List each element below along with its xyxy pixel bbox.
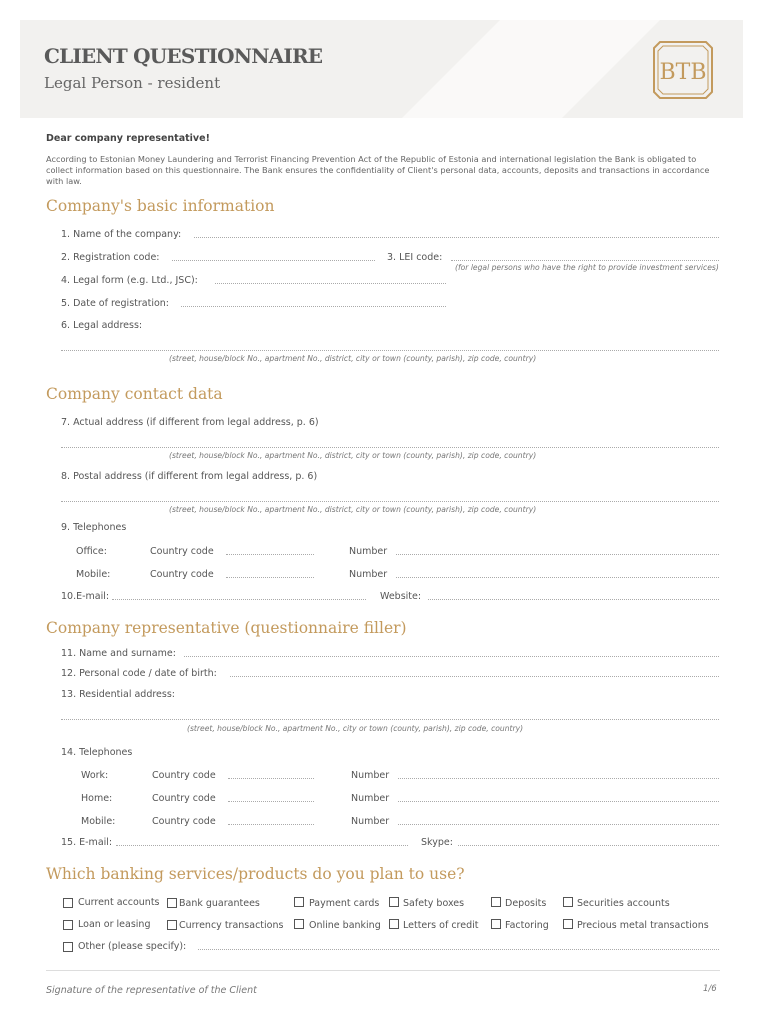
lei-code-label: 3. LEI code:	[387, 252, 443, 263]
page-title: CLIENT QUESTIONNAIRE	[44, 44, 323, 68]
skype-field[interactable]	[458, 845, 719, 846]
rep-email-label: 15. E-mail:	[61, 837, 113, 848]
rep-telephones-label: 14. Telephones	[61, 747, 133, 758]
header-stripe	[340, 20, 700, 118]
svg-text:BTB: BTB	[659, 60, 707, 85]
label-currency-transactions: Currency transactions	[179, 920, 284, 931]
footer-divider	[46, 970, 720, 971]
email-label: 10.E-mail:	[61, 591, 110, 602]
postal-address-label: 8. Postal address (if different from legal address, p. 6)	[61, 471, 318, 482]
work-country-code-field[interactable]	[228, 778, 314, 779]
home-country-code-label: Country code	[152, 793, 216, 804]
telephones-label: 9. Telephones	[61, 522, 127, 533]
header-band	[20, 20, 743, 118]
label-payment-cards: Payment cards	[309, 898, 380, 909]
registration-code-label: 2. Registration code:	[61, 252, 160, 263]
company-name-label: 1. Name of the company:	[61, 229, 182, 240]
home-number-label: Number	[351, 793, 390, 804]
home-label: Home:	[81, 793, 113, 804]
section-basic-heading: Company's basic information	[46, 197, 275, 215]
rep-name-field[interactable]	[184, 656, 719, 657]
work-label: Work:	[81, 770, 109, 781]
checkbox-factoring[interactable]	[491, 919, 501, 929]
checkbox-bank-guarantees[interactable]	[167, 898, 177, 908]
checkbox-letters-of-credit[interactable]	[389, 919, 399, 929]
section-contact-heading: Company contact data	[46, 385, 223, 403]
bank-logo	[652, 40, 714, 100]
checkbox-currency-transactions[interactable]	[167, 920, 177, 930]
mobile-country-code-label: Country code	[150, 569, 214, 580]
section-representative-heading: Company representative (questionnaire filler)	[46, 619, 407, 637]
checkbox-other[interactable]	[63, 942, 73, 952]
rep-mobile-country-code-label: Country code	[152, 816, 216, 827]
company-name-field[interactable]	[194, 237, 719, 238]
signature-label: Signature of the representative of the Client	[46, 985, 257, 996]
intro-text: According to Estonian Money Laundering and Terrorist Financing Prevention Act of the Republic of Estonia and international legislation the Bank is obligated to collect information based on this questionnaire. The Bank ensures the confidentiality of Client's personal data, accounts, deposits and transactions in accordance with law.	[46, 154, 710, 186]
legal-address-label: 6. Legal address:	[61, 320, 143, 331]
rep-mobile-number-field[interactable]	[398, 824, 719, 825]
office-number-field[interactable]	[396, 554, 719, 555]
label-letters-of-credit: Letters of credit	[403, 920, 479, 931]
actual-address-note: (street, house/block No., apartment No., district, city or town (county, parish), zip code, country)	[169, 451, 537, 460]
checkbox-payment-cards[interactable]	[294, 897, 304, 907]
postal-address-note: (street, house/block No., apartment No., district, city or town (county, parish), zip code, country)	[169, 505, 537, 514]
page-number: 1/6	[703, 984, 717, 994]
checkbox-current-accounts[interactable]	[63, 898, 73, 908]
checkbox-securities-accounts[interactable]	[563, 897, 573, 907]
rep-address-label: 13. Residential address:	[61, 689, 175, 700]
checkbox-precious-metal-transactions[interactable]	[563, 919, 573, 929]
checkbox-deposits[interactable]	[491, 897, 501, 907]
registration-code-field[interactable]	[172, 260, 375, 261]
legal-address-field[interactable]	[61, 350, 719, 351]
registration-date-label: 5. Date of registration:	[61, 298, 169, 309]
mobile-label: Mobile:	[76, 569, 111, 580]
office-country-code-label: Country code	[150, 546, 214, 557]
greeting: Dear company representative!	[46, 133, 210, 144]
rep-personal-code-label: 12. Personal code / date of birth:	[61, 668, 217, 679]
rep-address-note: (street, house/block No., apartment No., city or town (county, parish), zip code, country)	[187, 724, 524, 733]
work-number-field[interactable]	[398, 778, 719, 779]
rep-mobile-number-label: Number	[351, 816, 390, 827]
checkbox-online-banking[interactable]	[294, 919, 304, 929]
rep-name-label: 11. Name and surname:	[61, 648, 176, 659]
work-number-label: Number	[351, 770, 390, 781]
rep-mobile-label: Mobile:	[81, 816, 116, 827]
home-number-field[interactable]	[398, 801, 719, 802]
actual-address-field[interactable]	[61, 447, 719, 448]
checkbox-loan-or-leasing[interactable]	[63, 920, 73, 930]
label-bank-guarantees: Bank guarantees	[179, 898, 260, 909]
label-deposits: Deposits	[505, 898, 547, 909]
website-label: Website:	[380, 591, 422, 602]
rep-address-field[interactable]	[61, 719, 719, 720]
email-field[interactable]	[112, 599, 366, 600]
rep-email-field[interactable]	[116, 845, 408, 846]
office-label: Office:	[76, 546, 107, 557]
rep-mobile-country-code-field[interactable]	[228, 824, 314, 825]
label-loan-or-leasing: Loan or leasing	[78, 919, 151, 930]
office-country-code-field[interactable]	[226, 554, 314, 555]
mobile-country-code-field[interactable]	[226, 577, 314, 578]
label-precious-metal-transactions: Precious metal transactions	[577, 920, 709, 931]
label-current-accounts: Current accounts	[78, 897, 160, 908]
lei-code-field[interactable]	[451, 260, 719, 261]
mobile-number-field[interactable]	[396, 577, 719, 578]
checkbox-safety-boxes[interactable]	[389, 897, 399, 907]
mobile-number-label: Number	[349, 569, 388, 580]
lei-code-note: (for legal persons who have the right to provide investment services)	[455, 263, 719, 272]
actual-address-label: 7. Actual address (if different from legal address, p. 6)	[61, 417, 319, 428]
website-field[interactable]	[428, 599, 719, 600]
rep-personal-code-field[interactable]	[230, 676, 719, 677]
page-subtitle: Legal Person - resident	[44, 74, 221, 92]
section-services-heading: Which banking services/products do you plan to use?	[46, 865, 465, 883]
label-other: Other (please specify):	[78, 941, 187, 952]
registration-date-field[interactable]	[181, 306, 446, 307]
label-securities-accounts: Securities accounts	[577, 898, 670, 909]
skype-label: Skype:	[421, 837, 453, 848]
label-online-banking: Online banking	[309, 920, 381, 931]
legal-form-label: 4. Legal form (e.g. Ltd., JSC):	[61, 275, 198, 286]
office-number-label: Number	[349, 546, 388, 557]
other-specify-field[interactable]	[198, 949, 719, 950]
legal-address-note: (street, house/block No., apartment No., district, city or town (county, parish), zip code, country)	[169, 354, 537, 363]
work-country-code-label: Country code	[152, 770, 216, 781]
label-safety-boxes: Safety boxes	[403, 898, 465, 909]
postal-address-field[interactable]	[61, 501, 719, 502]
label-factoring: Factoring	[505, 920, 549, 931]
home-country-code-field[interactable]	[228, 801, 314, 802]
legal-form-field[interactable]	[215, 283, 446, 284]
